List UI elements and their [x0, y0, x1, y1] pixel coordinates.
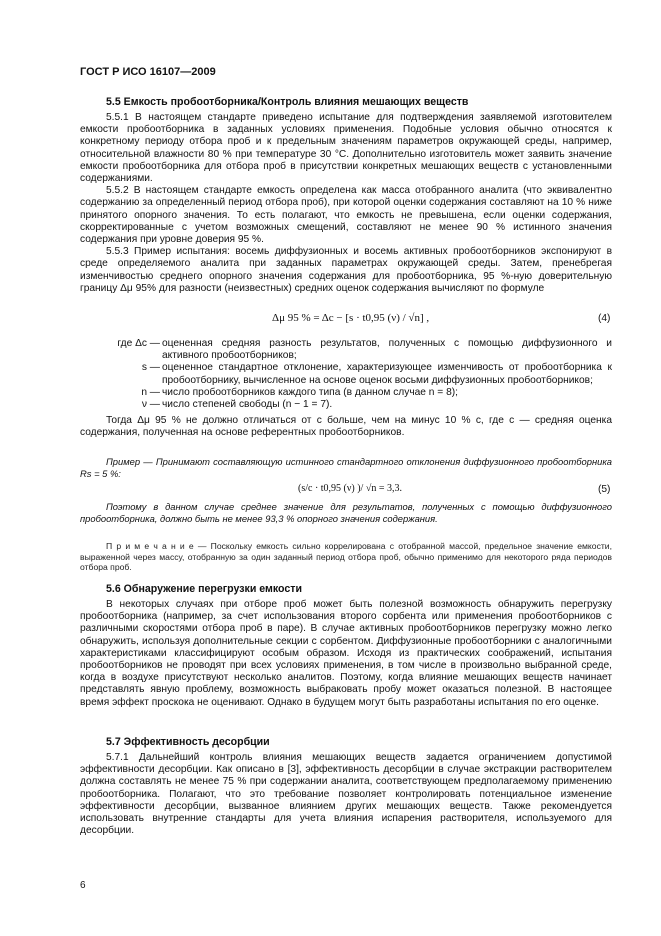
page-number: 6	[80, 880, 86, 891]
note-block	[80, 541, 612, 573]
definition-item	[80, 338, 612, 362]
section-5-7-body	[80, 752, 612, 837]
example-conclusion-text: Поэтому в данном случае среднее значение для результатов, полученных с помощью диффузионного пробоотборника, должно быть не менее 93,3 % опорного значения содержания.	[80, 501, 612, 524]
formula-5: (s/c · t0,95 (ν) )/ √n = 3,3.	[298, 483, 402, 494]
definition-term: n —	[141, 386, 160, 398]
standard-header: ГОСТ Р ИСО 16107—2009	[80, 66, 216, 78]
definition-term: s —	[141, 362, 160, 374]
definition-text: число пробоотборников каждого типа (в данном случае n = 8);	[162, 386, 458, 398]
definition-text: оцененное стандартное отклонение, характеризующее изменчивость от пробоотборника к пробоотборнику, вычисленное на основе оценок восьми диффузионных пробоотборников;	[162, 362, 612, 386]
section-5-5-heading: 5.5 Емкость пробоотборника/Контроль влияния мешающих веществ	[106, 96, 469, 108]
section-5-7-heading: 5.7 Эффективность десорбции	[106, 736, 270, 748]
paragraph-5-6: В некоторых случаях при отборе проб может быть полезной возможность обнаружить перегрузку пробоотборника (например, за счет использования второго сорбента или применения пробоотборников с различными скоростями отбора проб в паре). В случае активных пробоотборников перегрузку можно легко обнаружить, используя дополнительные секции с сорбентом. Диффузионные пробоотборники с аналогичными характеристиками классифицируют особым образом. Исходя из практических соображений, испытания пробоотборников не проводят при всех условиях применения, в том числе в произвольно выбранной среде, когда в воздухе присутствуют несколько аналитов. Поэтому, когда влияние мешающих веществ начинает представлять явную проблему, возможность выбраковать пробу может оказаться полезной. В настоящее время эффект проскока не оценивают. Однако в будущем могут быть разработаны испытания по его оценке.	[80, 599, 612, 708]
definition-text: число степеней свободы (n − 1 = 7).	[162, 399, 333, 411]
formula-4-number: (4)	[598, 313, 611, 324]
paragraph-then-text: Тогда Δμ 95 % не должно отличаться от c больше, чем на минус 10 % c, где c — средняя оценка содержания, полученная на основе референтных пробоотборников.	[80, 415, 612, 439]
paragraph-5-5-1: 5.5.1 В настоящем стандарте приведено испытание для подтверждения заявляемой изготовителем емкости пробоотборника в заданных условиях применения. Подобные условия обычно относятся к конкретному периоду отбора проб и к предельным значениям параметров окружающей среды, например, относительной влажности 80 % при температуре 30 °С. Дополнительно изготовитель может заявить значение емкости пробоотборника для отбора проб в присутствии конкретных мешающих веществ с установленными содержаниями.	[80, 112, 612, 185]
paragraph-5-5-2: 5.5.2 В настоящем стандарте емкость определена как масса отобранного аналита (что эквивалентно содержанию за определенный период отбора проб), при которой оценки содержания составляют на 10 % ниже принятого опорного значения. То есть полагают, что емкость не превышена, если оценки содержания, скорректированные с учетом возможных смещений, составляют не менее 90 % истинного значения содержания при уровне доверия 95 %.	[80, 185, 612, 246]
section-5-6-body	[80, 599, 612, 709]
paragraph-5-5-3: 5.5.3 Пример испытания: восемь диффузионных и восемь активных пробоотборников экспонируют в среде определяемого аналита при заданных параметрах окружающей среды. Затем, пренебрегая изменчивостью среднего опорного значения содержания для пробоотборника, 95 %-ную доверительную границу Δμ 95% для разности (неизвестных) средних оценок содержания вычисляют по формуле	[80, 246, 612, 294]
definition-term: где Δc —	[117, 338, 160, 349]
section-5-6-heading: 5.6 Обнаружение перегрузки емкости	[106, 583, 302, 595]
section-5-5-body	[80, 112, 612, 295]
example-block	[80, 456, 612, 480]
definition-item	[80, 399, 612, 411]
definition-text: оцененная средняя разность результатов, полученных с помощью диффузионного и активного пробоотборников;	[162, 338, 612, 362]
paragraph-5-7-1: 5.7.1 Дальнейший контроль влияния мешающих веществ задается ограничением допустимой эффективности десорбции. Как описано в [3], эффективность десорбции в случае экстракции растворителем должна составлять не менее 75 % при содержании аналита, соответствующем предполагаемому применению пробоотборника. Полагают, что это требование позволяет контролировать потенциальное изменение эффективности десорбции, вызванное влиянием других мешающих веществ. Также рекомендуется использовать внутренние стандарты для учета влияния испарения растворителя, используемого для десорбции.	[80, 752, 612, 837]
example-conclusion	[80, 501, 612, 525]
symbol-definitions	[80, 338, 612, 411]
definition-term: ν —	[141, 399, 160, 411]
definition-item	[80, 362, 612, 386]
formula-4: Δμ 95 % = Δc − [s · t0,95 (ν) / √n] ,	[272, 312, 430, 324]
definition-item	[80, 387, 612, 399]
formula-5-number: (5)	[598, 484, 611, 495]
paragraph-then	[80, 415, 612, 439]
example-text: Пример — Принимают составляющую истинного стандартного отклонения диффузионного пробоотборника Rs = 5 %:	[80, 456, 612, 479]
note-text: П р и м е ч а н и е — Поскольку емкость сильно коррелирована с отобранной массой, предельное значение емкости, выраженной через массу, отобранную за один заданный период отбора проб, обычно применимо для некоторого ряда периодов отбора проб.	[80, 541, 612, 573]
